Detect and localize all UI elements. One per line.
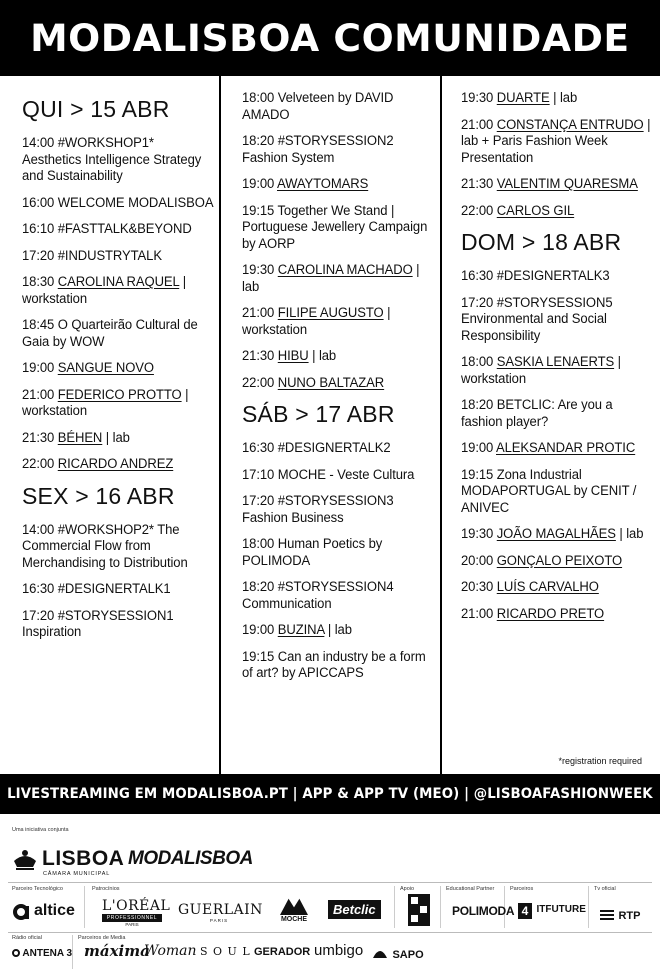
event-text: 18:45 O Quarteirão Cultural de Gaia by WOW <box>22 317 198 350</box>
schedule-event <box>461 203 654 220</box>
livestream-banner <box>0 774 660 814</box>
loreal-paris: PARIS <box>125 922 139 927</box>
event-suffix: | workstation <box>242 305 391 338</box>
partners-label: Parceiros <box>510 886 534 892</box>
schedule-event <box>22 221 215 238</box>
event-time: 20:30 <box>461 579 497 595</box>
schedule-event <box>461 440 654 457</box>
schedule-column-2 <box>221 76 441 774</box>
schedule <box>0 76 660 774</box>
sapo-wordmark: SAPO <box>392 949 424 961</box>
altice-a-icon <box>12 903 30 921</box>
event-time: 18:30 <box>22 274 58 290</box>
event-time: 21:30 <box>461 176 497 192</box>
schedule-event <box>461 176 654 193</box>
tech-partner-label: Parceiro Tecnológico <box>12 886 63 892</box>
event-text: 17:20 #STORYSESSION1 Inspiration <box>22 607 174 640</box>
footer-separator <box>588 886 589 928</box>
designer-link[interactable]: NUNO BALTAZAR <box>277 374 385 391</box>
footer-divider <box>8 882 652 883</box>
antena3-dot-icon <box>12 949 20 957</box>
designer-link[interactable]: LUÍS CARVALHO <box>496 579 599 595</box>
event-text: 19:15 Together We Stand | Portuguese Jewellery Campaign by AORP <box>242 202 428 252</box>
designer-link[interactable]: FILIPE AUGUSTO <box>277 305 384 321</box>
schedule-event <box>242 579 435 612</box>
schedule-event <box>242 536 435 569</box>
sponsors-footer <box>0 814 660 974</box>
designer-link[interactable]: RICARDO PRETO <box>496 605 605 622</box>
event-text: 17:20 #INDUSTRYTALK <box>22 247 162 264</box>
designer-link[interactable]: CAROLINA MACHADO <box>277 262 413 278</box>
event-time: 18:00 <box>461 354 497 370</box>
itfuture-logo <box>518 902 586 920</box>
rtp-stripes-icon <box>600 910 614 920</box>
event-suffix: | workstation <box>22 274 187 307</box>
event-text: 18:00 Velveteen by DAVID AMADO <box>242 90 394 123</box>
page-title: MODALISBOA COMUNIDADE <box>30 16 630 60</box>
schedule-event <box>461 579 654 596</box>
schedule-event <box>242 90 435 123</box>
schedule-event <box>242 133 435 166</box>
schedule-event <box>461 90 654 107</box>
event-text: 16:30 #DESIGNERTALK2 <box>242 440 391 456</box>
header-banner <box>0 0 660 76</box>
schedule-event <box>242 203 435 253</box>
event-time: 19:30 <box>461 90 497 106</box>
schedule-event <box>22 135 215 185</box>
designer-link[interactable]: CONSTANÇA ENTRUDO <box>496 116 644 133</box>
schedule-event <box>461 117 654 167</box>
designer-link[interactable]: CARLOS GIL <box>496 202 575 219</box>
umbigo-logo: umbigo <box>314 942 364 959</box>
guerlain-logo <box>178 902 263 923</box>
designer-link[interactable]: FEDERICO PROTTO <box>57 386 182 403</box>
schedule-event <box>242 649 435 682</box>
event-text: 18:00 Human Poetics by POLIMODA <box>242 536 383 569</box>
schedule-event <box>242 493 435 526</box>
registration-note: *registration required <box>558 756 642 766</box>
livestream-text: LIVESTREAMING EM MODALISBOA.PT | APP & APP TV (MEO) | @LISBOAFASHIONWEEK <box>7 786 653 802</box>
event-time: 22:00 <box>242 374 278 391</box>
schedule-event <box>242 440 435 457</box>
antena3-logo <box>12 948 72 959</box>
loreal-wordmark: L'ORÉAL <box>102 898 171 914</box>
day-heading: DOM > 18 ABR <box>461 229 622 255</box>
schedule-event <box>242 348 435 365</box>
designer-link[interactable]: VALENTIM QUARESMA <box>496 176 638 192</box>
event-time: 19:00 <box>461 440 497 456</box>
footer-divider <box>8 932 652 933</box>
maxima-logo: máxima <box>84 942 150 960</box>
schedule-event <box>22 274 215 307</box>
schedule-event <box>461 397 654 430</box>
event-text: 16:10 #FASTTALK&BEYOND <box>22 221 192 237</box>
event-text: 14:00 #WORKSHOP2* The Commercial Flow from Merchandising to Distribution <box>22 521 188 571</box>
schedule-event <box>22 608 215 641</box>
sapo-logo <box>372 945 424 963</box>
guerlain-wordmark: GUERLAIN <box>178 902 263 918</box>
gerador-logo: GERADOR <box>254 946 311 958</box>
event-text: 17:20 #STORYSESSION3 Fashion Business <box>242 493 394 526</box>
event-text: 17:10 MOCHE - Veste Cultura <box>242 466 415 483</box>
schedule-event <box>461 295 654 345</box>
footer-separator <box>440 886 441 928</box>
lisboa-wordmark: LISBOA <box>42 847 125 870</box>
designer-link[interactable]: JOÃO MAGALHÃES <box>496 526 616 542</box>
event-time: 19:30 <box>461 526 497 542</box>
schedule-event <box>461 526 654 543</box>
schedule-event <box>22 387 215 420</box>
designer-link[interactable]: SANGUE NOVO <box>57 360 154 376</box>
itfuture-4-icon: 4 <box>518 903 532 919</box>
schedule-event <box>242 467 435 484</box>
designer-link[interactable]: CAROLINA RAQUEL <box>57 274 180 290</box>
event-suffix: | workstation <box>22 386 189 419</box>
schedule-event <box>22 430 215 447</box>
schedule-event <box>22 317 215 350</box>
event-text: 16:30 #DESIGNERTALK3 <box>461 268 610 284</box>
antena3-wordmark: ANTENA 3 <box>22 948 73 959</box>
designer-link[interactable]: RICARDO ANDREZ <box>57 456 174 472</box>
event-text: 19:15 Can an industry be a form of art? by APICCAPS <box>242 648 426 681</box>
designer-link[interactable]: GONÇALO PEIXOTO <box>496 552 623 569</box>
lisboa-emblem-icon <box>12 847 38 871</box>
woman-logo: Woman <box>144 943 197 959</box>
radio-label: Rádio oficial <box>12 935 42 941</box>
tv-label: Tv oficial <box>594 886 616 892</box>
rtp-wordmark: RTP <box>618 910 641 922</box>
designer-link[interactable]: BUZINA <box>277 622 325 638</box>
sponsors-label: Patrocínios <box>92 886 120 892</box>
schedule-event <box>22 360 215 377</box>
day-heading: SEX > 16 ABR <box>22 482 175 509</box>
media-partners-label: Parceiros de Media <box>78 935 126 941</box>
footer-separator <box>394 886 395 928</box>
event-time: 19:30 <box>242 262 278 278</box>
moche-wordmark: MOCHE <box>280 916 308 923</box>
event-time: 21:00 <box>461 605 497 622</box>
event-suffix: | lab <box>615 526 644 542</box>
support-partner-icon <box>408 894 430 926</box>
event-suffix: | lab <box>324 622 352 638</box>
schedule-event <box>22 456 215 473</box>
initiative-label: Uma iniciativa conjunta <box>12 827 69 833</box>
event-text: 18:20 BETCLIC: Are you a fashion player? <box>461 397 613 430</box>
event-text: 17:20 #STORYSESSION5 Environmental and Social Responsibility <box>461 294 613 344</box>
sapo-frog-icon <box>372 947 388 959</box>
schedule-event <box>461 467 654 517</box>
event-text: 14:00 #WORKSHOP1* Aesthetics Intelligence Strategy and Sustainability <box>22 135 202 184</box>
event-text: 16:00 WELCOME MODALISBOA <box>22 194 214 211</box>
lisboa-subtitle: CÂMARA MUNICIPAL <box>43 871 111 877</box>
schedule-event <box>242 622 435 639</box>
schedule-event <box>242 305 435 338</box>
polimoda-logo: POLIMODA <box>452 904 515 918</box>
event-text: 16:30 #DESIGNERTALK1 <box>22 581 171 597</box>
guerlain-paris: PARIS <box>209 918 229 923</box>
event-time: 19:00 <box>22 360 58 376</box>
event-time: 21:00 <box>22 386 58 403</box>
footer-separator <box>84 886 85 928</box>
loreal-subtitle: PROFESSIONNEL <box>102 914 162 922</box>
edu-partner-label: Educational Partner <box>446 886 495 892</box>
day-heading: SÁB > 17 ABR <box>242 401 395 427</box>
event-time: 20:00 <box>461 552 497 569</box>
designer-link[interactable]: HIBU <box>277 348 309 364</box>
event-suffix: | lab <box>308 348 337 364</box>
schedule-event <box>242 176 435 193</box>
betclic-logo: Betclic <box>328 900 381 919</box>
event-suffix: | lab <box>549 90 578 106</box>
event-time: 22:00 <box>22 456 58 472</box>
schedule-event <box>242 375 435 392</box>
designer-link[interactable]: ALEKSANDAR PROTIC <box>496 440 636 456</box>
moche-logo <box>276 894 312 923</box>
rtp-logo <box>600 906 640 924</box>
moche-mountain-icon <box>279 894 309 916</box>
support-label: Apoio <box>400 886 415 892</box>
day-heading: QUI > 15 ABR <box>22 96 170 122</box>
event-suffix: | workstation <box>461 354 621 387</box>
event-text: 19:15 Zona Industrial MODAPORTUGAL by CENIT / ANIVEC <box>461 466 637 516</box>
schedule-event <box>22 522 215 572</box>
schedule-column-1 <box>0 76 220 774</box>
event-suffix: | lab <box>242 262 420 295</box>
event-time: 21:30 <box>22 429 58 446</box>
soul-logo: S O U L <box>200 945 251 958</box>
event-time: 22:00 <box>461 202 497 219</box>
schedule-event <box>461 354 654 387</box>
event-time: 19:00 <box>242 176 278 192</box>
event-time: 21:00 <box>461 116 497 133</box>
footer-separator <box>72 935 73 969</box>
loreal-logo <box>102 898 171 927</box>
designer-link[interactable]: AWAYTOMARS <box>277 176 369 192</box>
schedule-event <box>461 268 654 285</box>
event-suffix: | lab <box>102 429 130 446</box>
event-time: 21:30 <box>242 348 278 364</box>
schedule-column-3 <box>442 76 660 774</box>
schedule-event <box>461 553 654 570</box>
event-text: 18:20 #STORYSESSION4 Communication <box>242 579 394 612</box>
designer-link[interactable]: SASKIA LENAERTS <box>496 354 615 370</box>
schedule-event <box>22 195 215 212</box>
schedule-event <box>461 606 654 623</box>
event-text: 18:20 #STORYSESSION2 Fashion System <box>242 133 394 166</box>
schedule-event <box>242 262 435 295</box>
designer-link[interactable]: DUARTE <box>496 90 550 106</box>
schedule-event <box>22 581 215 598</box>
itfuture-wordmark: ITFUTURE <box>536 904 586 915</box>
event-suffix: | lab + Paris Fashion Week Presentation <box>461 116 651 166</box>
schedule-event <box>22 248 215 265</box>
modalisboa-logo: MODALISBOA <box>128 848 253 869</box>
altice-wordmark: altice <box>34 902 75 919</box>
event-time: 21:00 <box>242 305 278 321</box>
event-time: 19:00 <box>242 622 278 638</box>
designer-link[interactable]: BÉHEN <box>57 429 103 446</box>
